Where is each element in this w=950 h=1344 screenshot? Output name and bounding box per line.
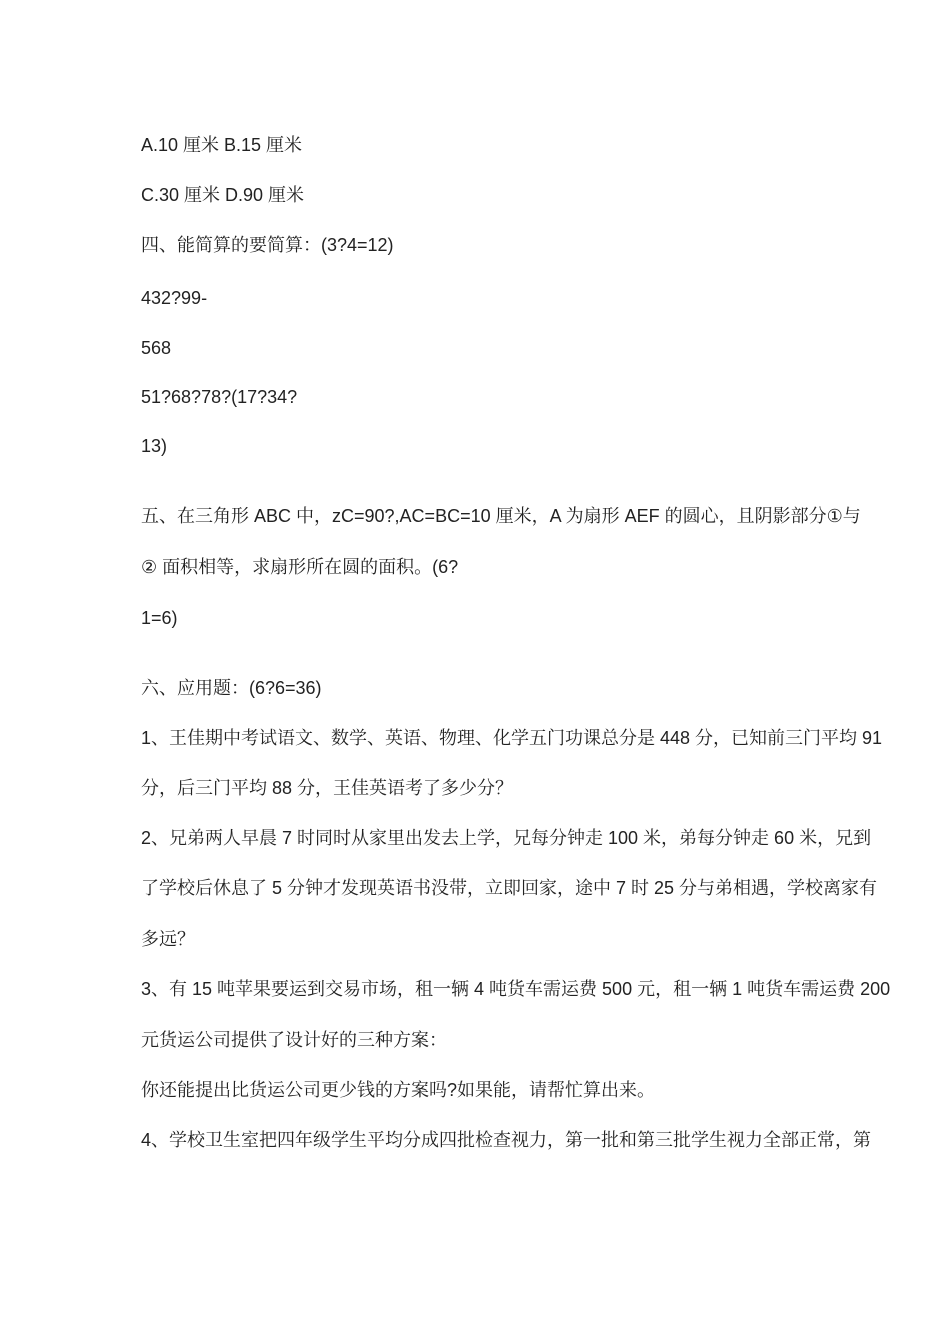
- problem-two-text: 了学校后休息了 5 分钟才发现英语书没带，立即回家，途中 7 时 25 分与弟相遇，学校离家有: [141, 878, 878, 898]
- section-six-heading: 六、应用题：(6?6=36): [141, 678, 322, 698]
- expression-line: 432?99-: [141, 288, 208, 308]
- problem-two-text: 2、兄弟两人早晨 7 时同时从家里出发去上学，兄每分钟走 100 米，弟每分钟走 60 米，兄到: [141, 828, 872, 848]
- problem-one-text: 分，后三门平均 88 分，王佳英语考了多少分？: [141, 778, 514, 798]
- section-four-heading: 四、能简算的要简算：(3?4=12): [141, 235, 394, 255]
- expression-line: 13): [141, 436, 168, 456]
- problem-two-text: 多远？: [141, 929, 195, 949]
- option-line-ab: A.10 厘米 B.15 厘米: [141, 135, 303, 155]
- section-five-text: 五、在三角形 ABC 中，zC=90?,AC=BC=10 厘米，A 为扇形 AEF 的圆心，且阴影部分①与: [141, 506, 861, 526]
- option-line-cd: C.30 厘米 D.90 厘米: [141, 185, 305, 205]
- expression-line: 568: [141, 338, 172, 358]
- problem-one-text: 1、王佳期中考试语文、数学、英语、物理、化学五门功课总分是 448 分，已知前三门平均 91: [141, 728, 883, 748]
- section-five-text: 1=6): [141, 608, 178, 628]
- problem-three-text: 3、有 15 吨苹果要运到交易市场，租一辆 4 吨货车需运费 500 元，租一辆 1 吨货车需运费 200: [141, 979, 891, 999]
- section-five-text: ② 面积相等，求扇形所在圆的面积。(6?: [141, 557, 459, 577]
- problem-three-text: 你还能提出比货运公司更少钱的方案吗?如果能，请帮忙算出来。: [141, 1080, 656, 1100]
- expression-line: 51?68?78?(17?34?: [141, 387, 298, 407]
- problem-three-text: 元货运公司提供了设计好的三种方案：: [141, 1030, 447, 1050]
- problem-four-text: 4、学校卫生室把四年级学生平均分成四批检查视力，第一批和第三批学生视力全部正常，第: [141, 1130, 872, 1150]
